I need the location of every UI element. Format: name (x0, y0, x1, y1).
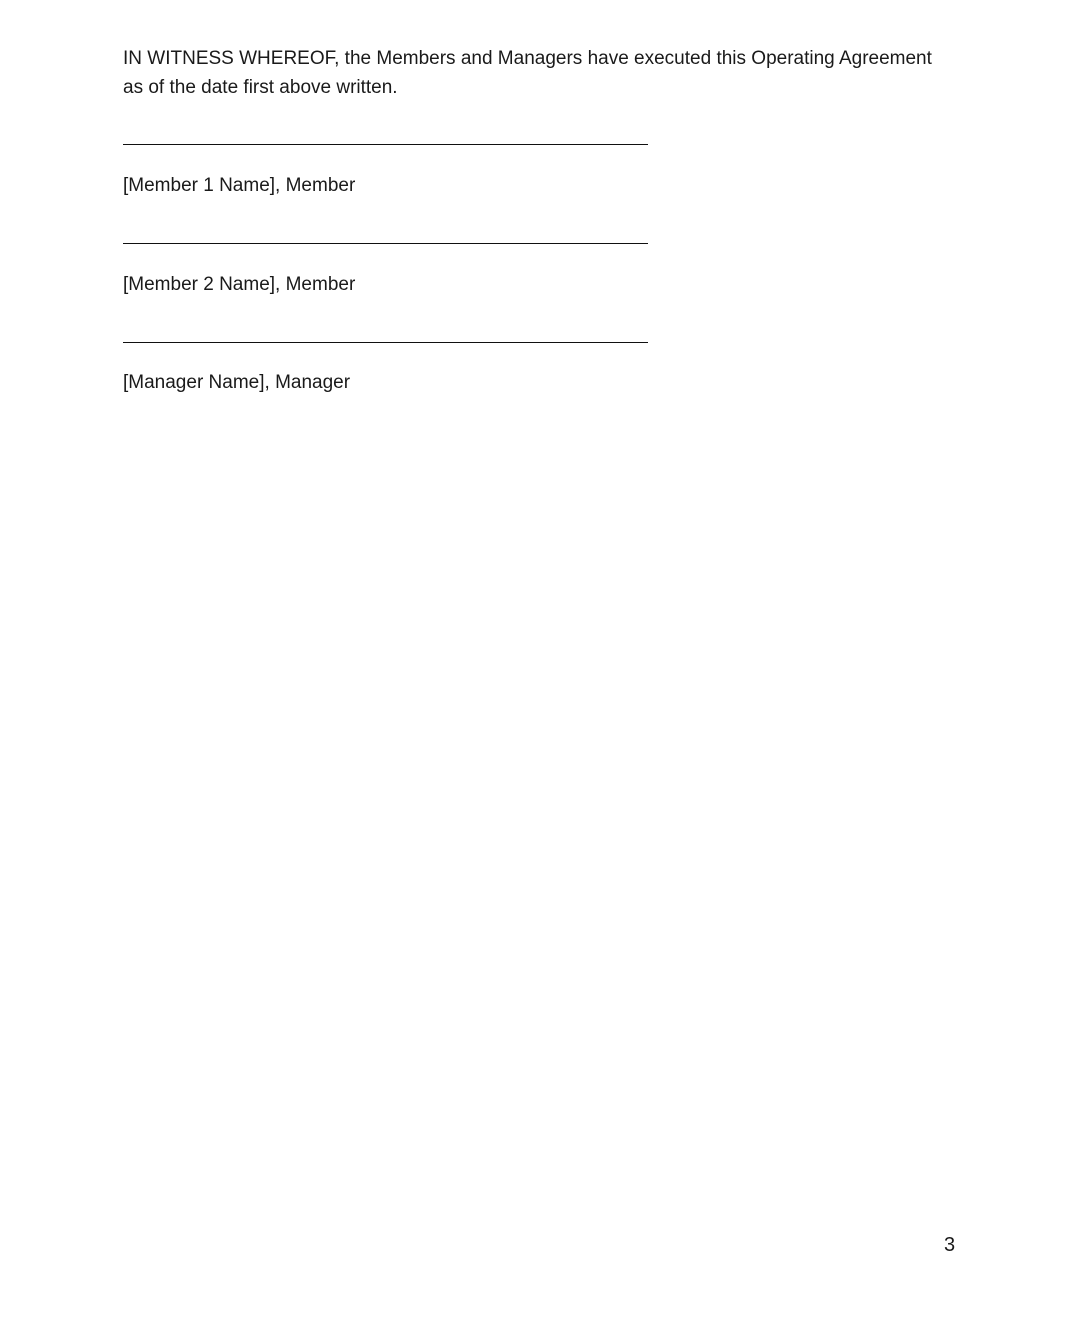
witness-clause-paragraph: IN WITNESS WHEREOF, the Members and Managers have executed this Operating Agreement as of the date first above written. (123, 48, 932, 98)
signature-line-member-2 (123, 243, 648, 244)
page-number: 3 (944, 1234, 956, 1256)
signatory-label-manager: [Manager Name], Manager (123, 372, 351, 393)
signatory-label-member-2: [Member 2 Name], Member (123, 274, 356, 295)
signatory-label-member-1: [Member 1 Name], Member (123, 175, 356, 196)
signature-line-manager (123, 342, 648, 343)
signature-line-member-1 (123, 144, 648, 145)
